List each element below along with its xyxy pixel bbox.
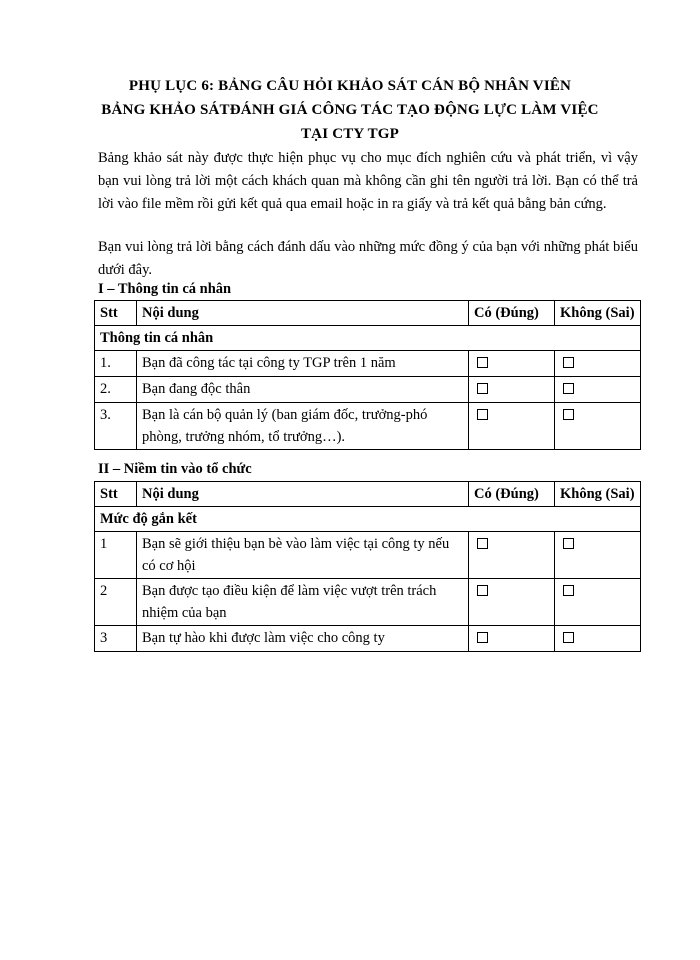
- row-number: 1.: [95, 351, 137, 377]
- header-content: Nội dung: [137, 482, 469, 507]
- yes-cell: [469, 403, 555, 450]
- row-number: 2.: [95, 377, 137, 403]
- no-checkbox[interactable]: [563, 538, 574, 549]
- yes-cell: [469, 626, 555, 652]
- no-cell: [555, 403, 641, 450]
- section1-heading: I – Thông tin cá nhân: [98, 281, 232, 297]
- yes-checkbox[interactable]: [477, 357, 488, 368]
- table-header-row: [95, 482, 641, 507]
- no-cell: [555, 377, 641, 403]
- instruction-paragraph: Bạn vui lòng trả lời bằng cách đánh dấu vào những mức đồng ý của bạn với những phát biểu dưới đây.: [98, 239, 638, 278]
- row-content: Bạn đã công tác tại công ty TGP trên 1 năm: [137, 351, 469, 377]
- row-number: 1: [95, 532, 137, 579]
- intro-paragraph: Bảng khảo sát này được thực hiện phục vụ cho mục đích nghiên cứu và phát triển, vì vậy bạn vui lòng trả lời một cách khách quan mà không cần ghi tên người trả lời. Bạn có thể trả lời vào file mềm rồi gửi kết quả qua email hoặc in ra giấy và trả kết quả bằng bản cứng.: [98, 150, 638, 212]
- yes-cell: [469, 351, 555, 377]
- table-row: [95, 626, 641, 652]
- yes-checkbox[interactable]: [477, 409, 488, 420]
- header-stt: Stt: [95, 482, 137, 507]
- no-cell: [555, 351, 641, 377]
- header-yes: Có (Đúng): [469, 301, 555, 326]
- survey-title: BẢNG KHẢO SÁTĐÁNH GIÁ CÔNG TÁC TẠO ĐỘNG LỰC LÀM VIỆC: [101, 102, 599, 118]
- row-content: Bạn tự hào khi được làm việc cho công ty: [137, 626, 469, 652]
- header-no: Không (Sai): [555, 482, 641, 507]
- table-row: [95, 351, 641, 377]
- company-title: TẠI CTY TGP: [300, 126, 400, 142]
- table-row: [95, 377, 641, 403]
- row-content: Bạn được tạo điều kiện để làm việc vượt trên trách nhiệm của bạn: [137, 579, 469, 626]
- no-cell: [555, 626, 641, 652]
- no-checkbox[interactable]: [563, 357, 574, 368]
- trust-table: [94, 481, 641, 652]
- no-cell: [555, 579, 641, 626]
- yes-cell: [469, 532, 555, 579]
- yes-checkbox[interactable]: [477, 538, 488, 549]
- no-checkbox[interactable]: [563, 383, 574, 394]
- header-no: Không (Sai): [555, 301, 641, 326]
- header-yes: Có (Đúng): [469, 482, 555, 507]
- yes-cell: [469, 579, 555, 626]
- row-content: Bạn đang độc thân: [137, 377, 469, 403]
- no-checkbox[interactable]: [563, 409, 574, 420]
- no-checkbox[interactable]: [563, 632, 574, 643]
- group-row: [95, 326, 641, 351]
- yes-checkbox[interactable]: [477, 585, 488, 596]
- section2-heading: II – Niềm tin vào tổ chức: [98, 461, 252, 477]
- table-row: [95, 579, 641, 626]
- row-number: 2: [95, 579, 137, 626]
- no-cell: [555, 532, 641, 579]
- row-content: Bạn sẽ giới thiệu bạn bè vào làm việc tại công ty nếu có cơ hội: [137, 532, 469, 579]
- group-label: Thông tin cá nhân: [95, 326, 641, 351]
- personal-info-table: [94, 300, 641, 450]
- table-row: [95, 532, 641, 579]
- group-label: Mức độ gắn kết: [95, 507, 641, 532]
- row-number: 3: [95, 626, 137, 652]
- row-content: Bạn là cán bộ quản lý (ban giám đốc, trưởng-phó phòng, trưởng nhóm, tổ trưởng…).: [137, 403, 469, 450]
- row-number: 3.: [95, 403, 137, 450]
- group-row: [95, 507, 641, 532]
- table-header-row: [95, 301, 641, 326]
- yes-checkbox[interactable]: [477, 632, 488, 643]
- no-checkbox[interactable]: [563, 585, 574, 596]
- appendix-title: PHỤ LỤC 6: BẢNG CÂU HỎI KHẢO SÁT CÁN BỘ NHÂN VIÊN: [128, 78, 572, 94]
- header-stt: Stt: [95, 301, 137, 326]
- table-row: [95, 403, 641, 450]
- yes-checkbox[interactable]: [477, 383, 488, 394]
- header-content: Nội dung: [137, 301, 469, 326]
- yes-cell: [469, 377, 555, 403]
